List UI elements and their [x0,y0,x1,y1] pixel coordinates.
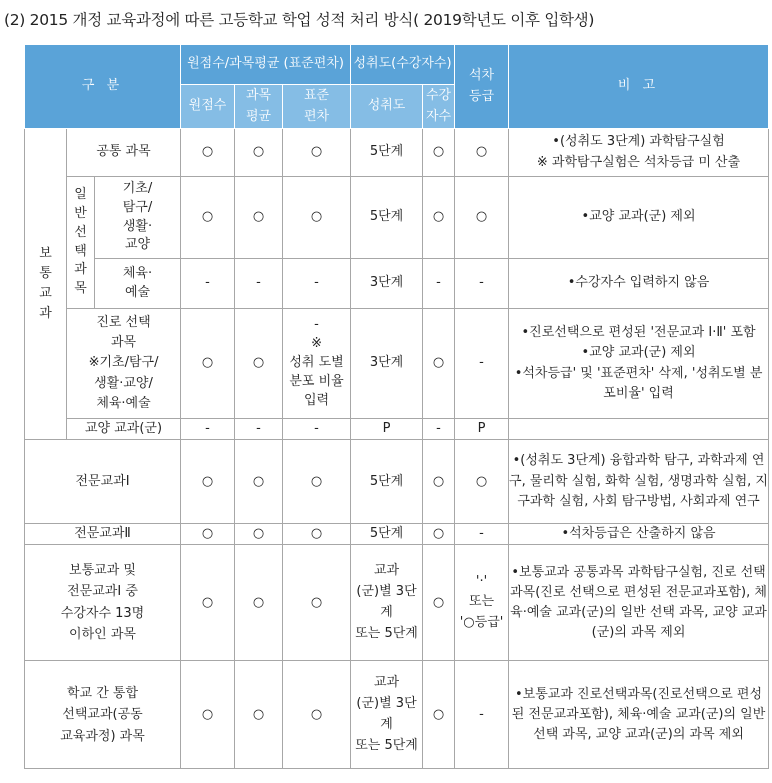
cell-rank: - [455,524,509,545]
cell-level: 5단계 [351,524,423,545]
cell-remarks [509,545,769,661]
cell-average: - [235,419,283,440]
table-row [25,545,769,661]
row-label-professional-1: 전문교과Ⅰ [25,440,181,524]
cell-raw: - [181,259,235,309]
category-general-elective: 일 반 선 택 과 목 [67,177,95,309]
remark-line: •(성취도 3단계) 과학탐구실험 [552,134,725,150]
cell-level: 교과 (군)별 3단계 또는 5단계 [351,661,423,769]
cell-level: 5단계 [351,177,423,259]
remark-line: •보통교과 공통과목 과학탐구실험, 진로 선택 과목(진로 선택으로 편성된 전문교과포함), 체육·예술 교과(군)의 일반 선택 과목, 교양 교과(군)의 과목 제외 [510,564,767,640]
remark-line: •보통교과 진로선택과목(진로선택으로 편성된 전문교과포함), 체육·예술 교과(군)의 일반 선택 과목, 교양 교과(군)의 과목 제외 [511,686,766,742]
row-label-basic: 기초/ 탐구/ 생활· 교양 [95,177,181,259]
header-remarks: 비 고 [509,45,769,129]
cell-rank: - [455,259,509,309]
cell-raw: ○ [181,661,235,769]
cell-rank: ○ [455,177,509,259]
cell-raw: - [181,419,235,440]
cell-count: ○ [423,661,455,769]
row-label-joint-curriculum: 학교 간 통합 선택교과(공동 교육과정) 과목 [25,661,181,769]
cell-average: ○ [235,440,283,524]
cell-average: ○ [235,309,283,419]
cell-average: ○ [235,129,283,177]
row-label-pe-art: 체육· 예술 [95,259,181,309]
remark-line: •석차등급' 및 '표준편차' 삭제, '성취도별 분포비율' 입력 [514,365,763,401]
header-gubun: 구 분 [25,45,181,129]
cell-std: - ※ 성취 도별 분포 비율 입력 [283,309,351,419]
cell-level: 3단계 [351,259,423,309]
cell-average: ○ [235,524,283,545]
cell-average: ○ [235,177,283,259]
cell-std: ○ [283,524,351,545]
cell-level: 5단계 [351,440,423,524]
header-subject-average: 과목 평균 [235,85,283,129]
cell-remarks [509,129,769,177]
cell-remarks [509,661,769,769]
cell-std: ○ [283,177,351,259]
cell-level: 교과 (군)별 3단계 또는 5단계 [351,545,423,661]
row-label-career: 진로 선택 과목 ※기초/탐구/ 생활·교양/ 체육·예술 [67,309,181,419]
cell-raw: ○ [181,545,235,661]
cell-rank: - [455,661,509,769]
remark-line: •수강자수 입력하지 않음 [567,275,710,291]
grade-processing-table [24,44,769,769]
header-student-count: 수강 자수 [423,85,455,129]
table-row [25,309,769,419]
cell-rank: ○ [455,129,509,177]
header-raw-score-group: 원점수/과목평균 (표준편차) [181,45,351,85]
cell-level: P [351,419,423,440]
header-achievement-group: 성취도(수강자수) [351,45,455,85]
cell-count: ○ [423,177,455,259]
row-label-professional-2: 전문교과Ⅱ [25,524,181,545]
cell-std: - [283,419,351,440]
cell-count: ○ [423,440,455,524]
remark-line: •교양 교과(군) 제외 [581,345,696,361]
cell-average: - [235,259,283,309]
cell-std: ○ [283,661,351,769]
remark-line: •진로선택으로 편성된 '전문교과 Ⅰ·Ⅱ' 포함 [521,325,756,341]
cell-raw: ○ [181,129,235,177]
page-title: (2) 2015 개정 교육과정에 따른 고등학교 학업 성적 처리 방식( 2019학년도 이후 입학생) [4,11,595,29]
cell-std: ○ [283,440,351,524]
header-rank-grade: 석차 등급 [455,45,509,129]
cell-rank: P [455,419,509,440]
cell-rank: '·' 또는 '○등급' [455,545,509,661]
remark-line: ※ 과학탐구실험은 석차등급 미 산출 [536,154,741,170]
cell-raw: ○ [181,177,235,259]
table-row [25,419,769,440]
cell-average: ○ [235,661,283,769]
cell-rank: - [455,309,509,419]
header-raw-score: 원점수 [181,85,235,129]
cell-std: ○ [283,545,351,661]
category-general: 보 통 교 과 [25,129,67,440]
cell-remarks [509,309,769,419]
row-label-common: 공통 과목 [67,129,181,177]
remark-line: •(성취도 3단계) 융합과학 탐구, 과학과제 연구, 물리학 실험, 화학 실험, 생명과학 실험, 지구과학 실험, 사회 탐구방법, 사회과제 연구 [509,453,768,509]
cell-average: ○ [235,545,283,661]
cell-count: ○ [423,129,455,177]
cell-remarks [509,419,769,440]
cell-raw: ○ [181,524,235,545]
cell-remarks [509,259,769,309]
cell-count: ○ [423,545,455,661]
cell-count: - [423,259,455,309]
remark-line: •석차등급은 산출하지 않음 [561,526,716,542]
table-row [25,259,769,309]
cell-raw: ○ [181,309,235,419]
cell-count: ○ [423,309,455,419]
table-row [25,177,769,259]
header-achievement-level: 성취도 [351,85,423,129]
cell-level: 5단계 [351,129,423,177]
row-label-liberal-arts: 교양 교과(군) [67,419,181,440]
header-std-dev: 표준 편차 [283,85,351,129]
row-label-small-class: 보통교과 및 전문교과Ⅰ 중 수강자수 13명 이하인 과목 [25,545,181,661]
cell-raw: ○ [181,440,235,524]
cell-count: ○ [423,524,455,545]
cell-remarks [509,177,769,259]
table-row [25,440,769,524]
cell-remarks [509,440,769,524]
table-row [25,524,769,545]
cell-rank: ○ [455,440,509,524]
remark-line: •교양 교과(군) 제외 [581,209,696,225]
cell-std: - [283,259,351,309]
cell-level: 3단계 [351,309,423,419]
cell-remarks [509,524,769,545]
cell-std: ○ [283,129,351,177]
table-row [25,661,769,769]
cell-count: - [423,419,455,440]
table-row [25,129,769,177]
